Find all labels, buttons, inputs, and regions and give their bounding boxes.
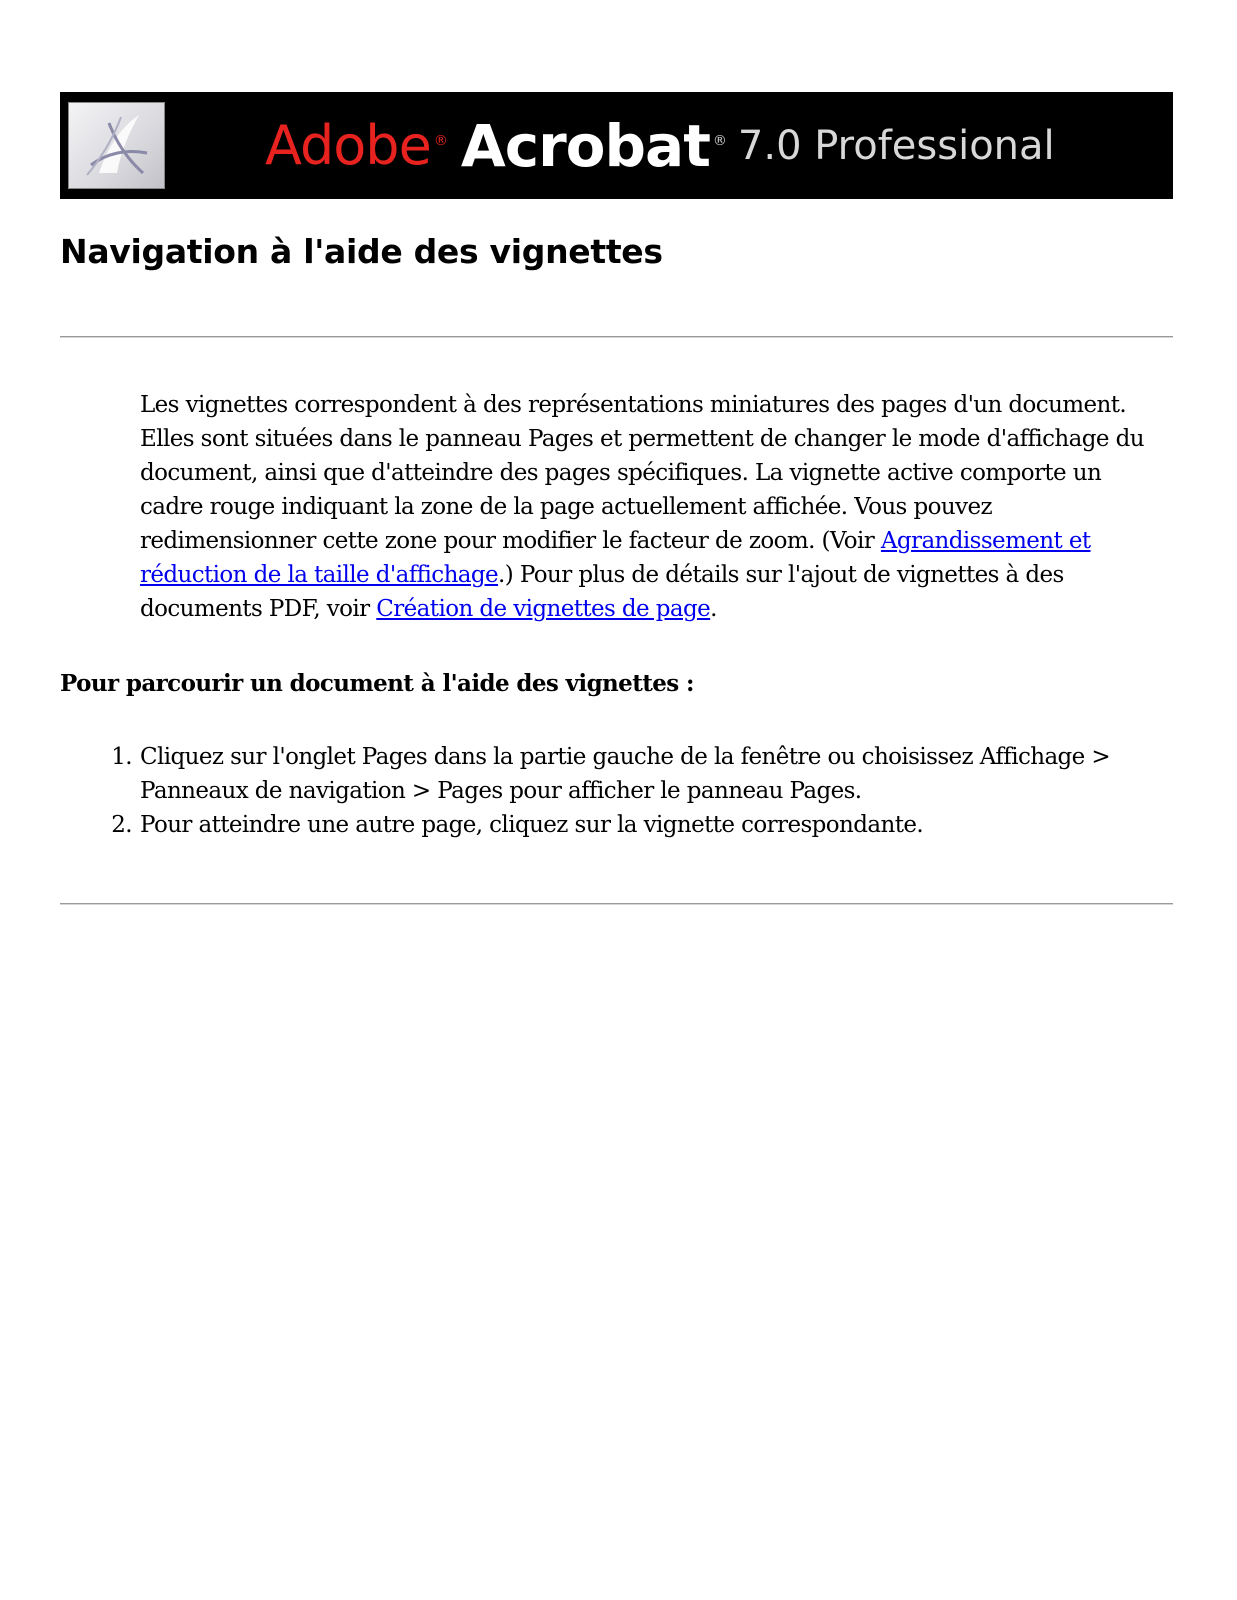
- step-number: 2.: [111, 812, 132, 838]
- procedure-title: Pour parcourir un document à l'aide des vignettes :: [60, 670, 694, 697]
- header-banner: [60, 92, 1173, 199]
- registered-mark: ®: [712, 133, 726, 150]
- step-text: Pour atteindre une autre page, cliquez sur la vignette correspondante.: [140, 812, 924, 838]
- zoom-link[interactable]: Agrandissement et réduction de la taille d'affichage: [140, 528, 1091, 588]
- step-text: Cliquez sur l'onglet Pages dans la partie gauche de la fenêtre ou choisissez Affichage > Panneaux de navigation > Pages pour afficher le panneau Pages.: [140, 744, 1111, 804]
- acrobat-logo-icon: [68, 102, 165, 189]
- intro-paragraph: Les vignettes correspondent à des représentations miniatures des pages d'un document. Elles sont situées dans le panneau Pages et permettent de changer le mode d'affichage du document, ainsi que d'atteindre des pages spécifiques. La vignette active comporte un cadre rouge indiquant la zone de la page actuellement affichée. Vous pouvez redimensionner cette zone pour modifier le facteur de zoom. (Voir Agrandissement et réduction de la taille d'affichage.) Pour plus de détails sur l'ajout de vignettes à des documents PDF, voir Création de vignettes de page.: [140, 392, 1144, 622]
- registered-mark: ®: [433, 133, 447, 149]
- brand-adobe: Adobe ®: [265, 114, 447, 177]
- page-title: Navigation à l'aide des vignettes: [60, 232, 663, 271]
- list-item: [111, 808, 1150, 842]
- brand-version: 7.0 Professional: [737, 122, 1055, 169]
- step-number: 1.: [111, 744, 132, 770]
- acrobat-logo-glyph: [69, 103, 164, 188]
- divider: [60, 903, 1173, 905]
- list-item: [111, 740, 1150, 808]
- divider: [60, 336, 1173, 338]
- thumbnails-link[interactable]: Création de vignettes de page: [376, 596, 711, 622]
- brand-acrobat: Acrobat ®: [460, 111, 726, 180]
- procedure-steps: [111, 740, 1150, 842]
- brand-wordmark: [265, 102, 1055, 189]
